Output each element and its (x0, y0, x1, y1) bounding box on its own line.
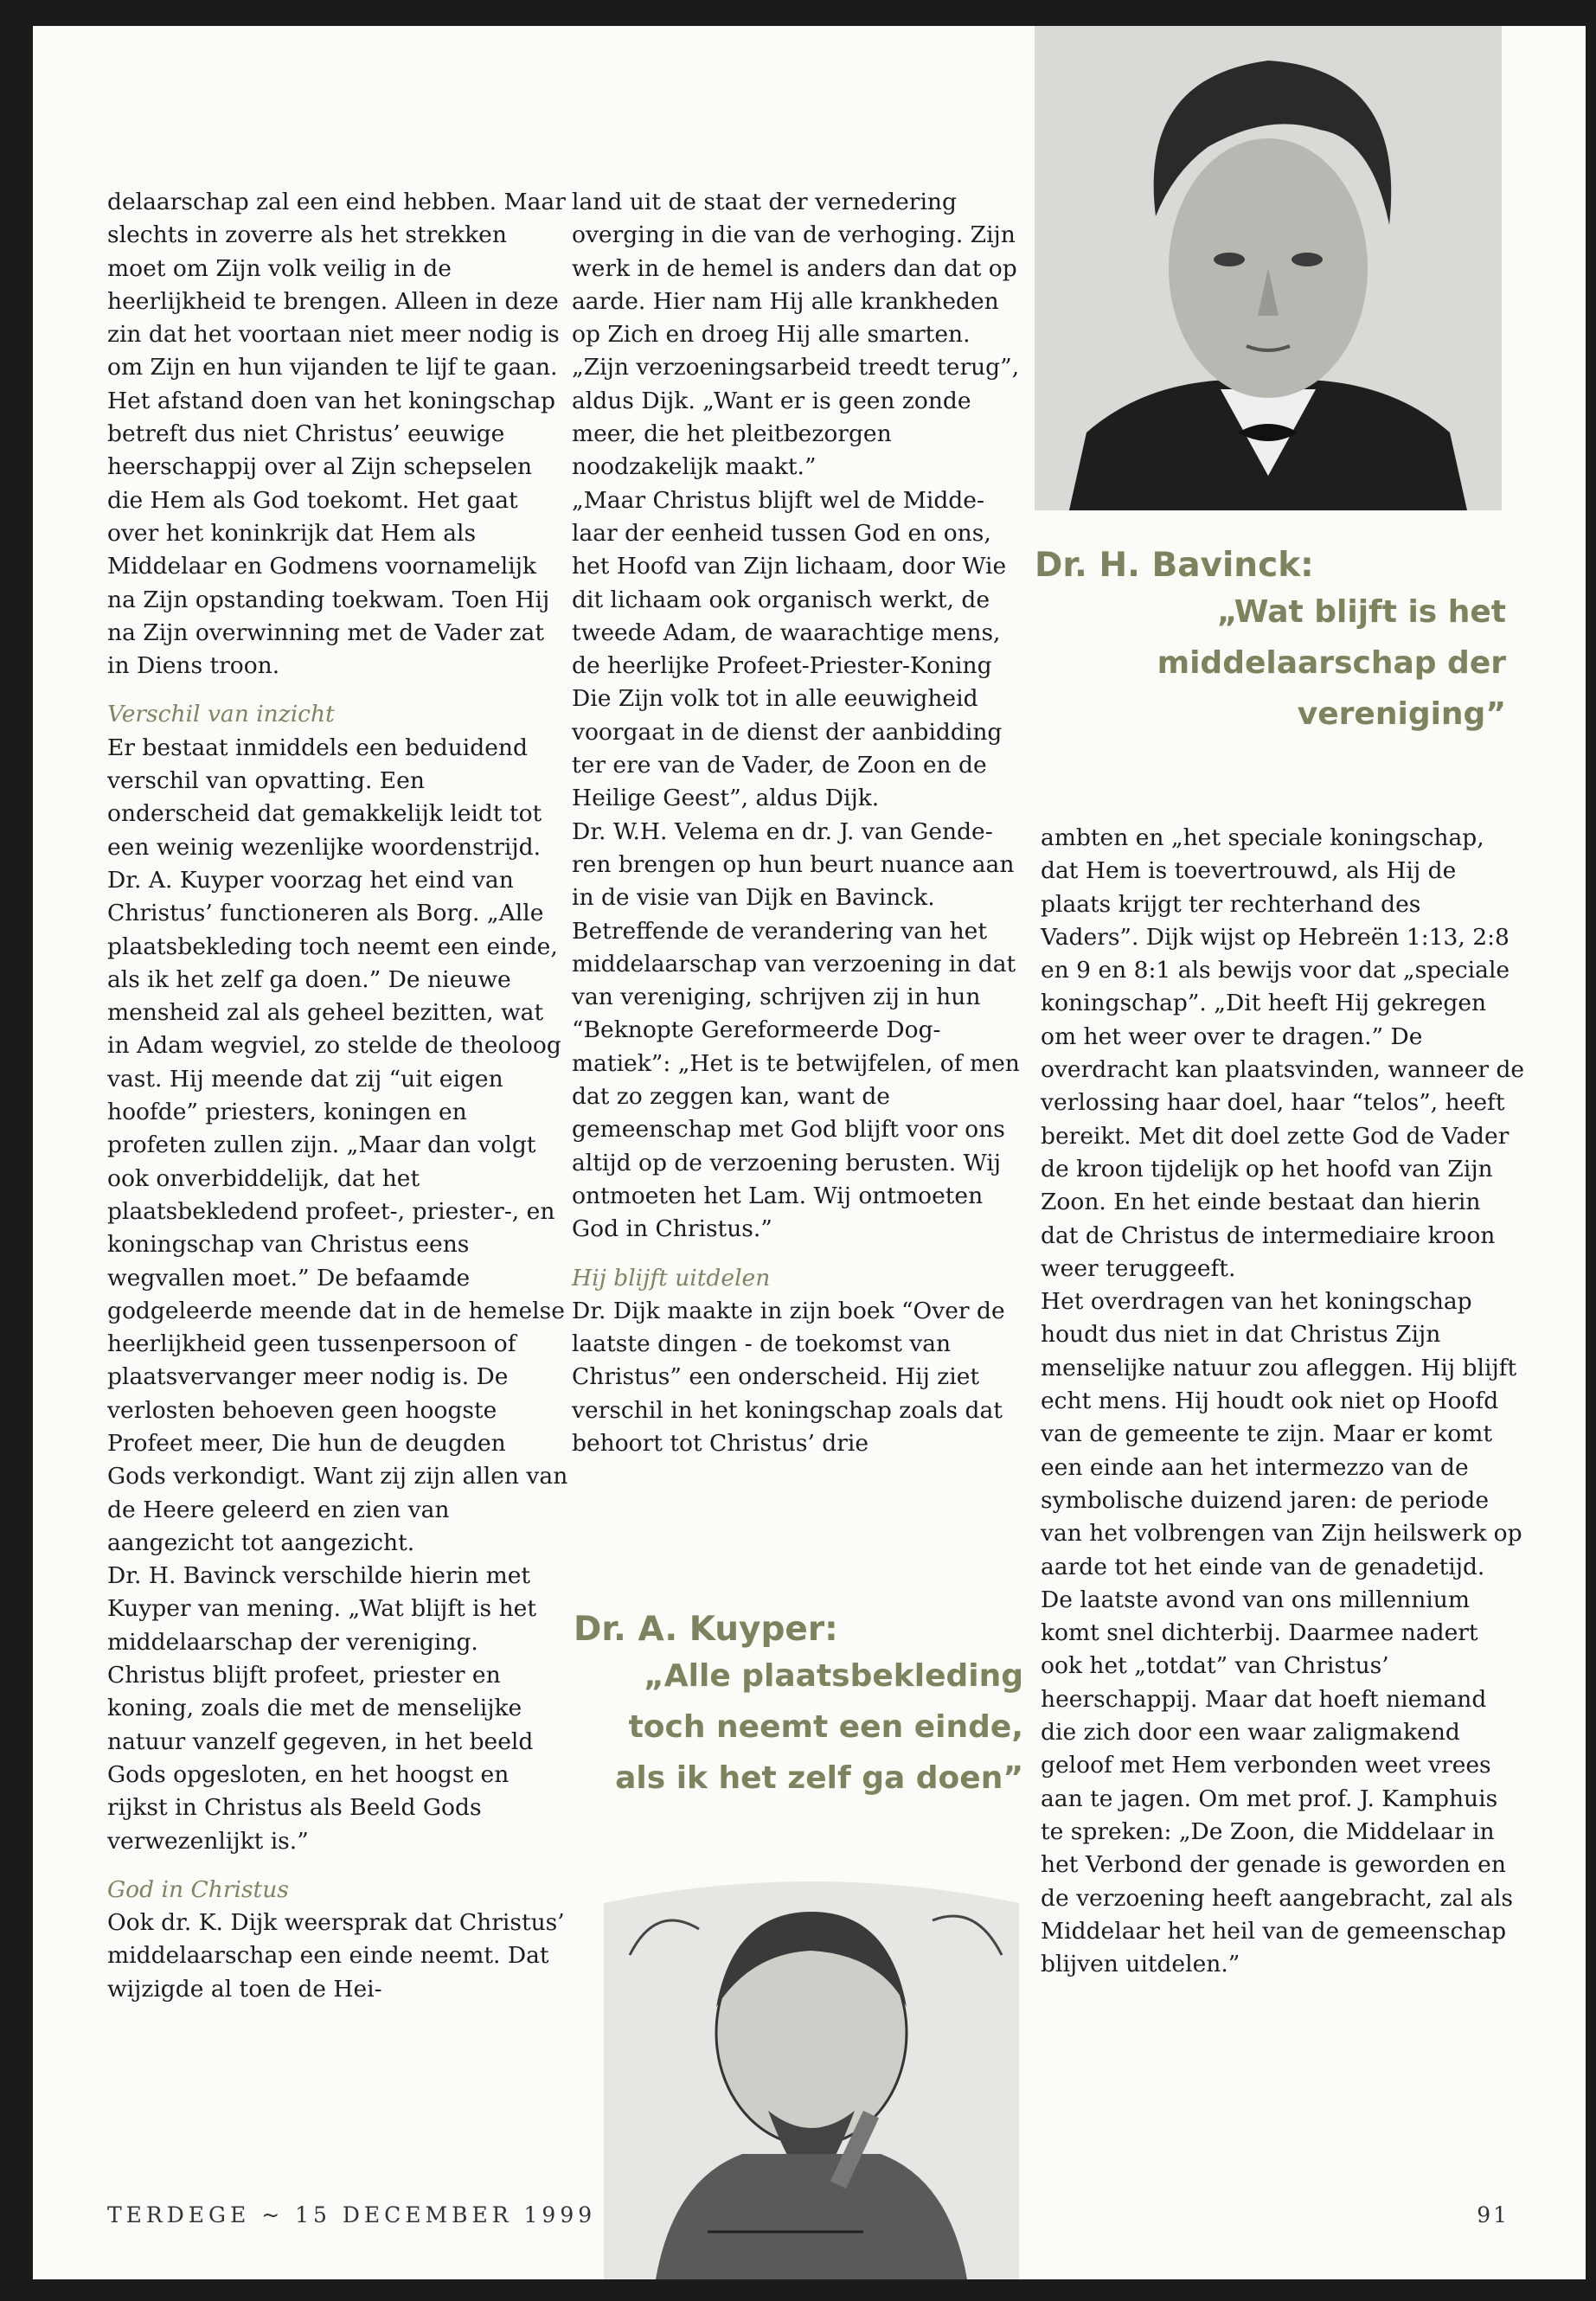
paragraph: Er bestaat inmiddels een beduidend verschil van opvatting. Een onderscheid dat gemakkelijk leidt tot een weinig wezenlijke woordenstrijd. (107, 734, 542, 861)
pull-quote-kuyper (574, 1609, 1023, 1804)
footer-publication: TERDEGE ~ 15 DECEMBER 1999 (107, 2202, 597, 2227)
quote-text-line: vereniging” (1297, 696, 1506, 732)
subheading: Verschil van inzicht (107, 701, 335, 728)
magazine-page (33, 26, 1586, 2279)
quote-author: Dr. A. Kuyper: (574, 1610, 838, 1649)
kuyper-drawing (604, 1851, 1019, 2279)
paragraph: Het overdragen van het koningschap houdt dus niet in dat Christus Zijn menselijke natuur zou afleggen. Hij blijft echt mens. Hij houdt ook niet op Hoofd van de gemeente te zijn. Maar er komt een einde aan het intermezzo van de symbolische duizend jaren: de periode van het volbrengen van Zijn heilswerk op aarde tot het einde van de genadetijd. (1041, 1288, 1522, 1580)
paragraph: „Maar Christus blijft wel de Middelaar der eenheid tussen God en ons, het Hoofd van Zijn lichaam, door Wie dit lichaam ook organisch werkt, de tweede Adam, de waarachtige mens, de heerlijke Profeet-Priester-Koning Die Zijn volk tot in alle eeuwigheid voorgaat in de dienst der aanbidding ter ere van de Vader, de Zoon en de Heilige Geest”, aldus Dijk. (572, 486, 1007, 812)
article-column-1 (107, 186, 570, 2006)
paragraph: delaarschap zal een eind hebben. Maar slechts in zoverre als het strekken moet om Zijn volk veilig in de heerlijkheid te brengen. Alleen in deze zin dat het voortaan niet meer nodig is om Zijn en hun vijanden te lijf te gaan. Het afstand doen van het koningschap betreft dus niet Christus’ eeuwige heerschappij over al Zijn schepselen die Hem als God toekomt. Het gaat over het koninkrijk dat Hem als Middelaar en Godmens voornamelijk na Zijn opstanding toekwam. Toen Hij na Zijn overwinning met de Vader zat in Diens troon. (107, 189, 566, 680)
bavinck-portrait (1035, 26, 1502, 510)
quote-text-line: als ik het zelf ga doen” (615, 1760, 1023, 1796)
quote-text-line: toch neemt een einde, (628, 1709, 1023, 1745)
paragraph: land uit de staat der vernedering overging in die van de verhoging. Zijn werk in de hemel is anders dan dat op aarde. Hier nam Hij alle krankheden op Zich en droeg Hij alle smarten. „Zijn verzoeningsarbeid treedt terug”, aldus Dijk. „Want er is geen zonde meer, die het pleitbezorgen noodzakelijk maakt.” (572, 189, 1020, 481)
paragraph: Ook dr. K. Dijk weersprak dat Christus’ middelaarschap een einde neemt. Dat wijzigde al toen de Hei- (107, 1909, 565, 2003)
quote-text-line: „Alle plaatsbekleding (644, 1658, 1023, 1694)
quote-text-line: „Wat blijft is het (1216, 594, 1506, 630)
paragraph: De laatste avond van ons millennium komt snel dichterbij. Daarmee nadert ook het „totdat” van Christus’ heerschappij. Maar dat hoeft niemand die zich door een waar zaligmakend geloof met Hem verbonden weet vrees aan te jagen. Om met prof. J. Kamphuis te spreken: „De Zoon, die Middelaar in het Verbond der genade is geworden en de verzoening heeft aangebracht, zal als Middelaar het heil van de gemeenschap blijven uitdelen.” (1041, 1586, 1513, 1978)
article-column-2 (572, 186, 1022, 1460)
paragraph: Dr. H. Bavinck verschilde hierin met Kuyper van mening. „Wat blijft is het middelaarschap der vereniging. Christus blijft profeet, priester en koning, zoals die met de menselijke natuur vanzelf gegeven, in het beeld Gods opgesloten, en het hoogst en rijkst in Christus als Beeld Gods verwezenlijkt is.” (107, 1562, 536, 1855)
paragraph: ambten en „het speciale koningschap, dat Hem is toevertrouwd, als Hij de plaats krijgt ter rechterhand des Vaders”. Dijk wijst op Hebreën 1:13, 2:8 en 9 en 8:1 als bewijs voor dat „speciale koningschap”. „Dit heeft Hij gekregen om het weer over te dragen.” De overdracht kan plaatsvinden, wanneer de verlossing haar doel, haar “telos”, heeft bereikt. Met dit doel zette God de Vader de kroon tijdelijk op het hoofd van Zijn Zoon. En het einde bestaat dan hierin dat de Christus de intermediaire kroon weer teruggeeft. (1041, 824, 1525, 1282)
page-number: 91 (1477, 2202, 1509, 2227)
subheading: Hij blijft uitdelen (572, 1264, 771, 1292)
pull-quote-bavinck (1035, 545, 1506, 740)
quote-author: Dr. H. Bavinck: (1035, 546, 1314, 585)
article-column-3 (1041, 822, 1525, 1981)
paragraph: Dr. A. Kuyper voorzag het eind van Christus’ functioneren als Borg. „Alle plaatsbekleding toch neemt een einde, als ik het zelf ga doen.” De nieuwe mensheid zal als geheel bezitten, wat in Adam wegviel, zo stelde de theoloog vast. Hij meende dat zij “uit eigen hoofde” priesters, koningen en profeten zullen zijn. „Maar dan volgt ook onverbiddelijk, dat het plaatsbekledend profeet-, priester-, en koningschap van Christus eens wegvallen moet.” De befaamde godgeleerde meende dat in de hemelse heerlijkheid geen tussenpersoon of plaatsvervanger meer nodig is. De verlosten behoeven geen hoogste Profeet meer, Die hun de deugden Gods verkondigt. Want zij zijn allen van de Heere geleerd en zien van aangezicht tot aangezicht. (107, 866, 568, 1556)
quote-text-line: middelaarschap der (1157, 645, 1506, 681)
subheading: God in Christus (107, 1875, 289, 1903)
paragraph: Dr. Dijk maakte in zijn boek “Over de laatste dingen - de toekomst van Christus” een onderscheid. Hij ziet verschil in het koningschap zoals dat behoort tot Christus’ drie (572, 1297, 1005, 1457)
paragraph: Dr. W.H. Velema en dr. J. van Genderen brengen op hun beurt nuance aan in de visie van Dijk en Bavinck. Betreffende de verandering van het middelaarschap van verzoening in dat van vereniging, schrijven zij in hun “Beknopte Gereformeerde Dogmatiek”: „Het is te betwijfelen, of men dat zo zeggen kan, want de gemeenschap met God blijft voor ons altijd op de verzoening berusten. Wij ontmoeten het Lam. Wij ontmoeten God in Christus.” (572, 817, 1020, 1243)
